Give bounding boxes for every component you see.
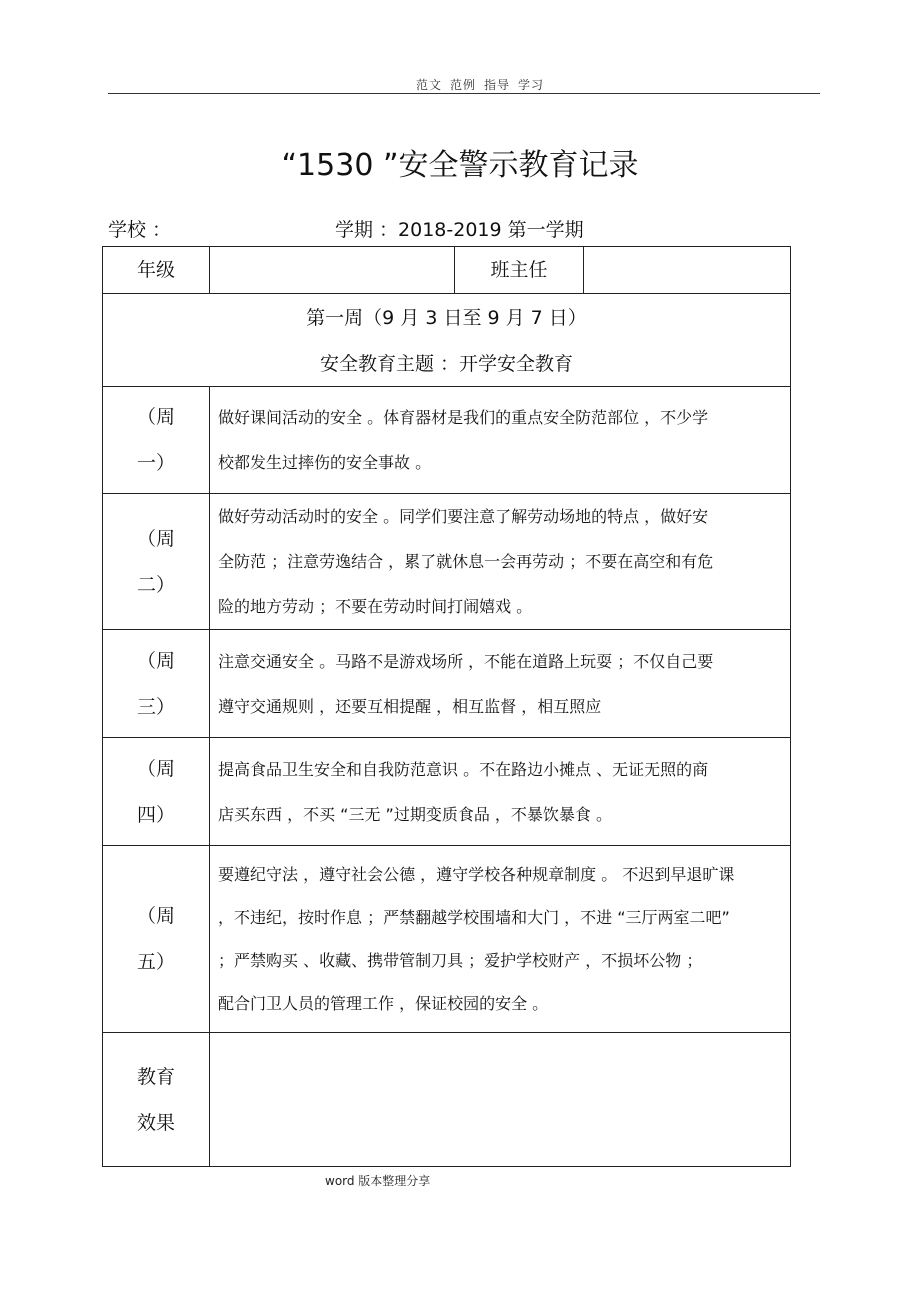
theme-label: 安全教育主题 ：开学安全教育 <box>319 353 574 375</box>
content-line: 遵守交通规则 ，还要互相提醒 ，相互监督 ，相互照应 <box>218 696 602 716</box>
day-label-fri <box>103 846 210 1033</box>
page-header <box>0 76 920 93</box>
day-label-line: （周 <box>136 905 175 927</box>
day-label-wed <box>103 630 210 738</box>
table-row <box>103 494 791 630</box>
table-row <box>103 846 791 1033</box>
page-footer: word 版本整理分享 <box>325 1174 431 1188</box>
grade-value <box>210 247 455 294</box>
content-line: 提高食品卫生安全和自我防范意识 。不在路边小摊点 、无证无照的商 <box>218 759 709 779</box>
content-line: 做好课间活动的安全 。体育器材是我们的重点安全防范部位 ，不少学 <box>218 408 709 427</box>
week-header-cell <box>103 294 791 387</box>
day-label-line: 一） <box>136 452 175 474</box>
day-label-line: 二） <box>136 573 175 596</box>
content-line: ，不违纪，按时作息 ；严禁翻越学校围墙和大门 ，不进 “三厅两室二吧” <box>218 908 730 927</box>
header-item: 指导 <box>484 78 511 92</box>
day-content-tue <box>210 494 791 630</box>
effect-label-line: 教育 <box>136 1065 175 1088</box>
header-item: 范文 <box>415 78 442 92</box>
content-line: 配合门卫人员的管理工作 ，保证校园的安全 。 <box>218 994 549 1013</box>
day-label-line: 四） <box>136 803 175 826</box>
day-label-line: （周 <box>136 527 175 550</box>
day-label-tue <box>103 494 210 630</box>
day-content-thu <box>210 738 791 846</box>
header-item: 范例 <box>449 78 476 92</box>
day-label-thu <box>103 738 210 846</box>
day-label-line: 三） <box>136 695 175 718</box>
day-label-line: （周 <box>136 649 175 672</box>
day-content-wed <box>210 630 791 738</box>
content-line: ；严禁购买 、收藏、携带管制刀具 ；爱护学校财产 ，不损坏公物 ； <box>218 951 703 970</box>
table-row <box>103 1033 791 1167</box>
grade-label: 年级 <box>103 247 210 294</box>
day-label-mon <box>103 387 210 494</box>
school-label: 学校 ： <box>108 219 172 241</box>
table-row <box>103 738 791 846</box>
effect-label <box>103 1033 210 1167</box>
content-line: 店买东西 ，不买 “三无 ”过期变质食品 ，不暴饮暴食 。 <box>218 804 613 824</box>
week-label: 第一周（9 月 3 日至 9 月 7 日） <box>306 307 587 329</box>
header-divider <box>108 93 820 94</box>
education-record-table <box>102 246 791 1167</box>
day-content-mon <box>210 387 791 494</box>
content-line: 全防范 ；注意劳逸结合 ，累了就休息一会再劳动 ；不要在高空和有危 <box>218 552 714 571</box>
content-line: 险的地方劳动 ；不要在劳动时间打闹嬉戏 。 <box>218 597 533 616</box>
teacher-value <box>584 247 791 294</box>
term-label: 学期 ：2018-2019 第一学期 <box>335 219 584 241</box>
day-label-line: （周 <box>136 406 175 428</box>
header-item: 学习 <box>518 78 545 92</box>
table-row <box>103 630 791 738</box>
document-title: “1530 ”安全警示教育记录 <box>281 148 639 183</box>
content-line: 注意交通安全 。马路不是游戏场所 ，不能在道路上玩耍 ；不仅自己要 <box>218 651 714 671</box>
day-label-line: 五） <box>136 951 175 973</box>
day-content-fri <box>210 846 791 1033</box>
teacher-label: 班主任 <box>455 247 584 294</box>
effect-value <box>210 1033 791 1167</box>
content-line: 要遵纪守法 ，遵守社会公德 ，遵守学校各种规章制度 。 不迟到早退旷课 <box>218 865 735 884</box>
content-line: 做好劳动活动时的安全 。同学们要注意了解劳动场地的特点 ，做好安 <box>218 507 709 526</box>
content-line: 校都发生过摔伤的安全事故 。 <box>218 453 432 472</box>
effect-label-line: 效果 <box>136 1111 175 1134</box>
table-row <box>103 387 791 494</box>
day-label-line: （周 <box>136 757 175 780</box>
